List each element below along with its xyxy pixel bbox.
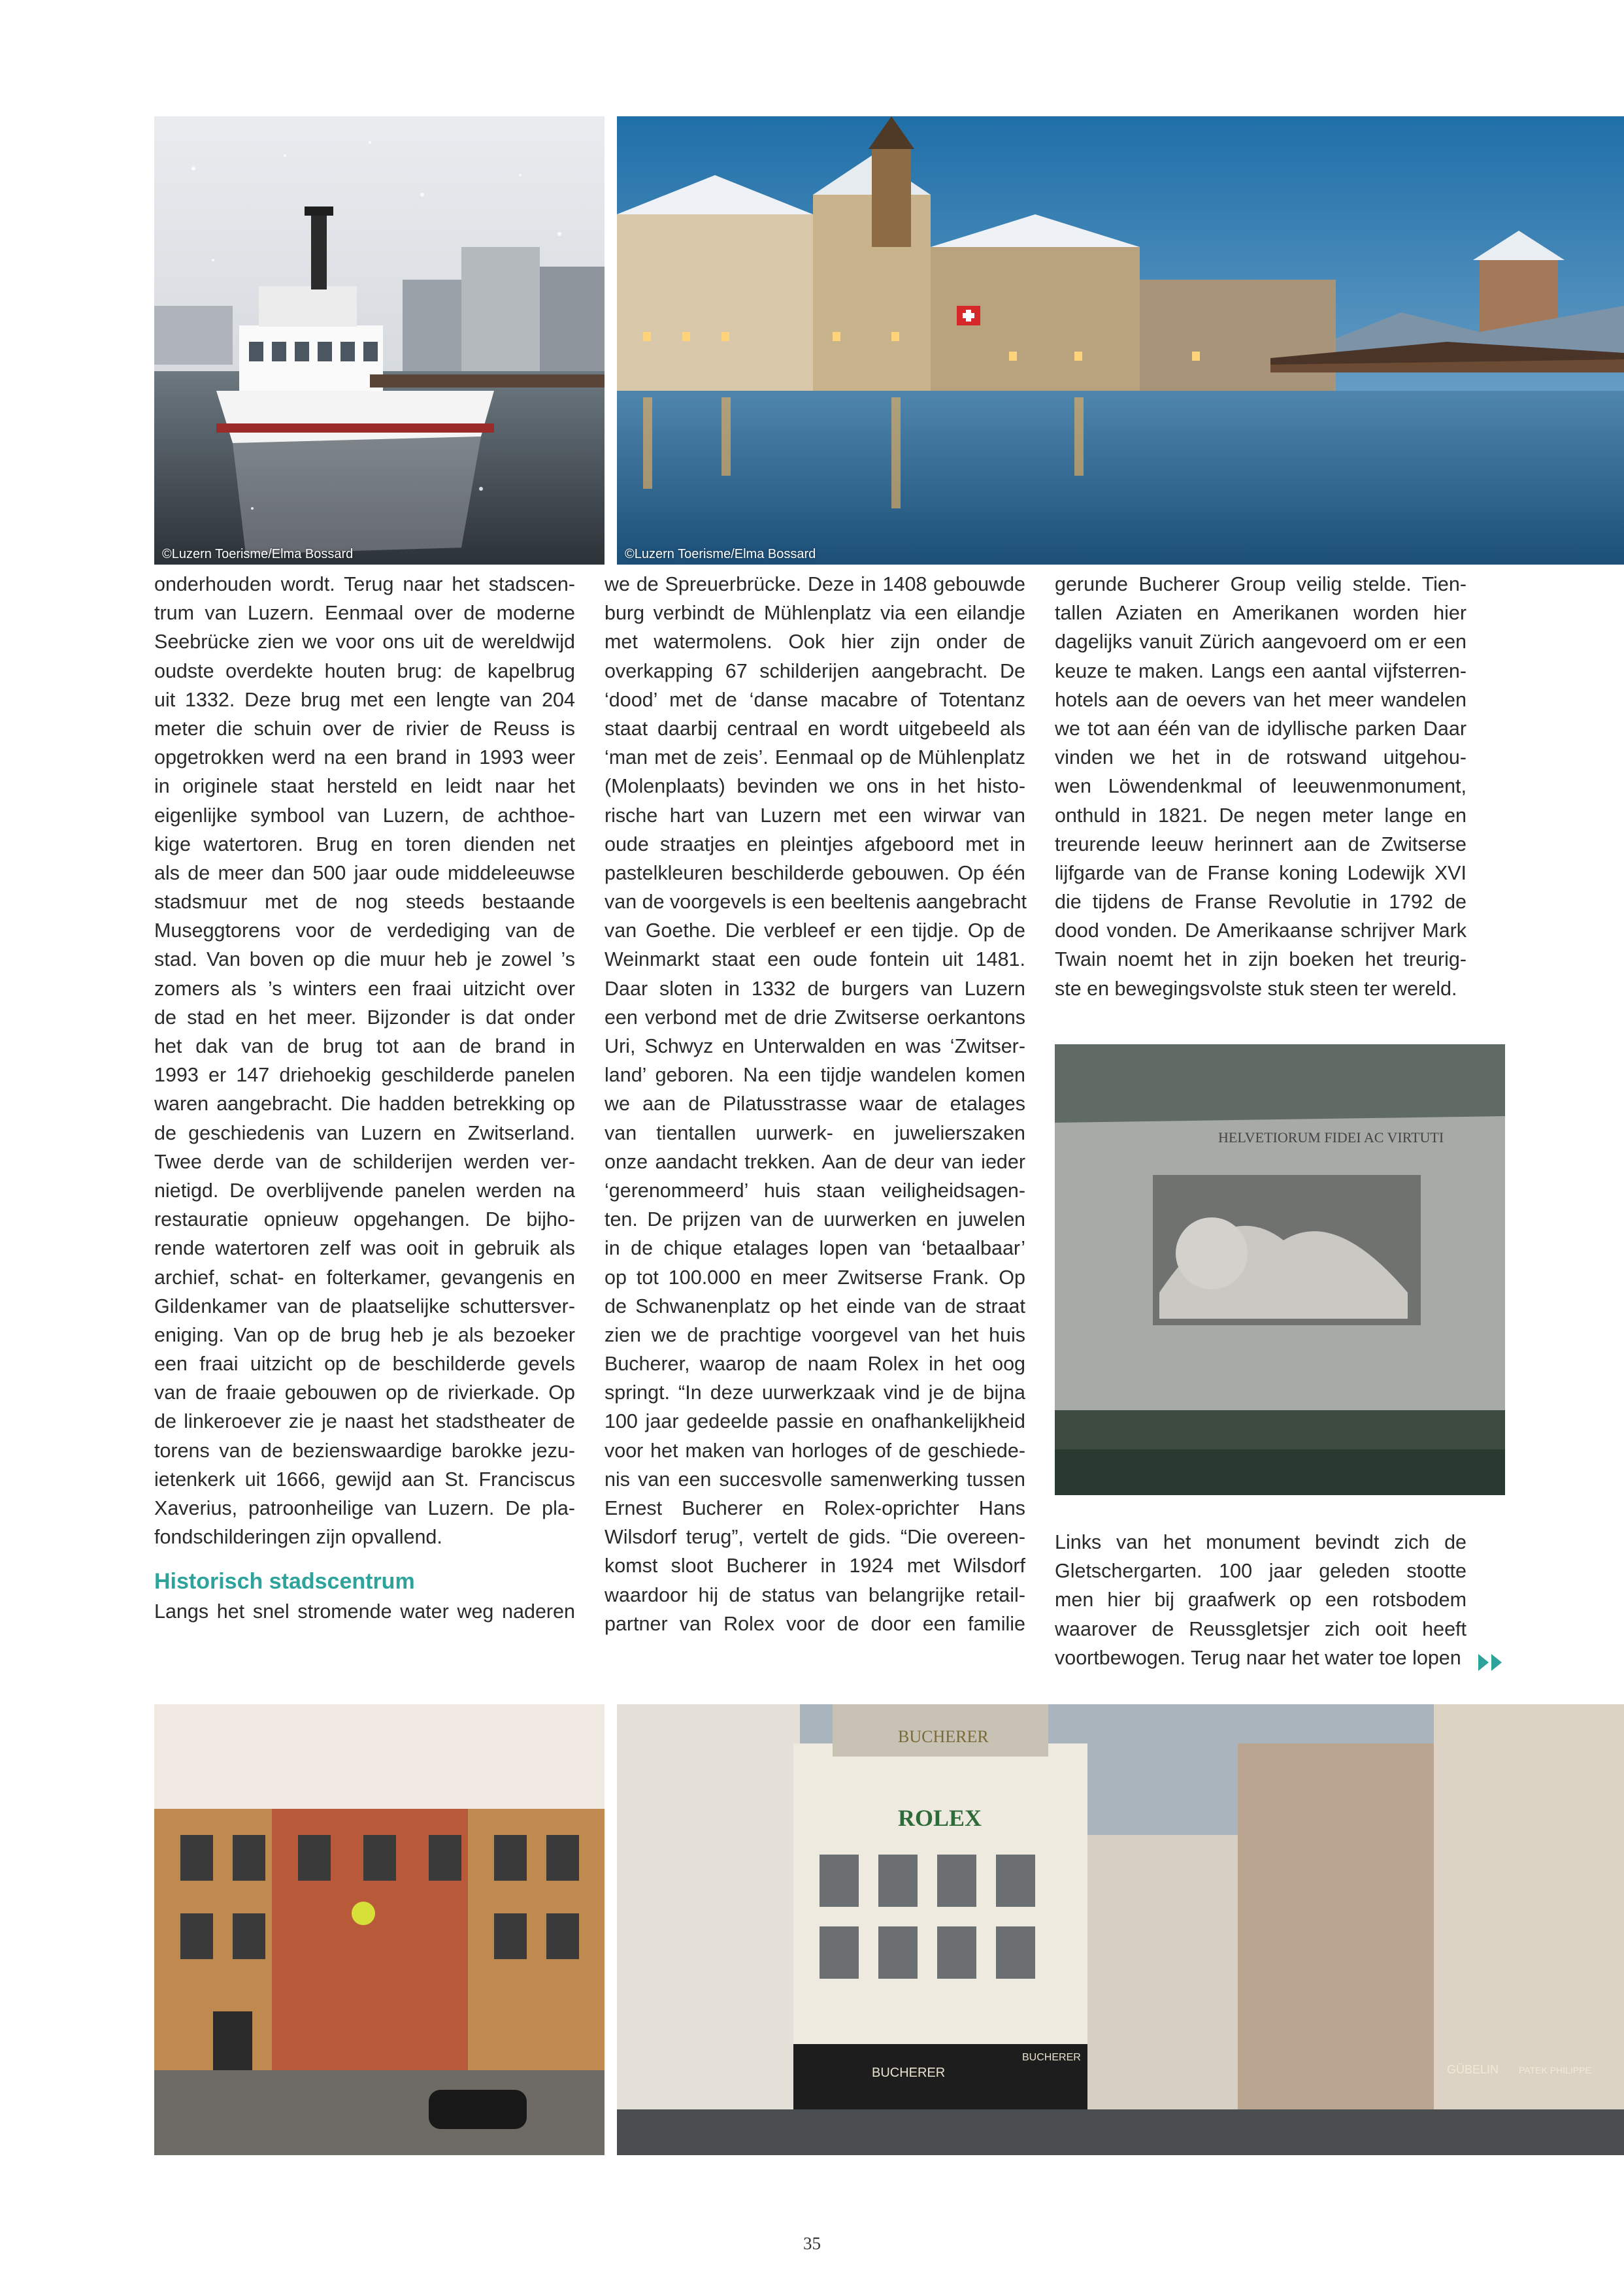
text-line: Twain noemt het in zijn boeken het treurig- [1055, 948, 1467, 971]
text-line: als de meer dan 500 jaar oude middeleeuwse [154, 861, 575, 884]
text-line: tallen Aziaten en Amerikanen worden hier [1055, 602, 1467, 625]
text-line: Uri, Schwyz en Unterwalden en was ‘Zwitser- [605, 1035, 1025, 1057]
continue-arrow-icon [1478, 1653, 1504, 1672]
text-line: in originele staat hersteld en leidt naar het [154, 775, 575, 798]
text-line: rische hart van Luzern met een wirwar van [605, 804, 1025, 827]
text-line: een verbond met de drie Zwitserse oerkantons [605, 1006, 1025, 1029]
text-line: opgetrokken werd na een brand in 1993 weer [154, 746, 575, 769]
text-line: restauratie opnieuw opgehangen. De bijho- [154, 1208, 575, 1231]
text-line: in de chique etalages lopen van ‘betaalbaar’ [605, 1237, 1025, 1260]
text-line: 1993 er 147 driehoekig geschilderde panelen [154, 1064, 575, 1087]
text-line: we aan de Pilatusstrasse waar de etalages [605, 1093, 1025, 1115]
text-column-2 [605, 570, 1025, 1638]
text-line: waardoor hij de status van belangrijke retail- [605, 1583, 1025, 1606]
text-line: van de fraaie gebouwen op de rivierkade. Op [154, 1381, 575, 1404]
photo-chapel-bridge-dusk [617, 116, 1624, 565]
text-line: een fraai uitzicht op de beschilderde gevels [154, 1353, 575, 1376]
text-line: Museggtorens voor de verdediging van de [154, 919, 575, 942]
text-line: ‘dood’ met de ‘danse macabre of Totentanz [605, 688, 1025, 711]
text-line: nietigd. De overblijvende panelen werden na [154, 1179, 575, 1202]
text-line: Seebrücke zien we voor ons uit de wereldwijd [154, 631, 575, 653]
text-line: onthuld in 1821. De negen meter lange en [1055, 804, 1467, 827]
photo-credit: ©Luzern Toerisme/Elma Bossard [625, 547, 816, 561]
sign-bucherer-top: BUCHERER [898, 1727, 989, 1746]
text-line: eigenlijke symbool van Luzern, de achthoe- [154, 804, 575, 827]
photo-bucherer-rolex [617, 1704, 1624, 2155]
text-line: van de voorgevels is een beeltenis aangebracht [605, 891, 1027, 914]
text-line: van Goethe. Die verbleef er een tijdje. Op de [605, 919, 1025, 942]
text-line: die tijdens de Franse Revolutie in 1792 de [1055, 891, 1467, 914]
text-line: op tot 100.000 en meer Zwitserse Frank. Op [605, 1266, 1025, 1289]
photo-lion-monument [1055, 1044, 1505, 1495]
text-line: Gletschergarten. 100 jaar geleden stootte [1055, 1560, 1467, 1583]
text-line: burg verbindt de Mühlenplatz via een eilandje [605, 602, 1025, 625]
text-line: ‘man met de zeis’. Eenmaal op de Mühlenplatz [605, 746, 1025, 769]
text-line: vinden we het in de rotswand uitgehou- [1055, 746, 1467, 769]
text-line: de Schwanenplatz op het einde van de straat [605, 1295, 1025, 1317]
text-line: wen Löwendenkmal of leeuwenmonument, [1055, 775, 1467, 798]
text-line: onze aandacht trekken. Aan de deur van ieder [605, 1150, 1025, 1173]
text-line: stad. Van boven op die muur heb je zowel ’s [154, 948, 575, 971]
text-line: treurende leeuw herinnert aan de Zwitserse [1055, 833, 1467, 855]
text-line: springt. “In deze uurwerkzaak vind je de bijna [605, 1381, 1025, 1404]
text-line: stadsmuur met de nog steeds bestaande [154, 891, 575, 914]
text-line: pastelkleuren beschilderde gebouwen. Op één [605, 861, 1025, 884]
text-line: van tientallen uurwerk- en juwelierszaken [605, 1121, 1025, 1144]
text-line: hotels aan de oevers van het meer wandelen [1055, 688, 1467, 711]
text-line: Twee derde van de schilderijen werden ver- [154, 1150, 575, 1173]
text-line: komst sloot Bucherer in 1924 met Wilsdorf [605, 1555, 1025, 1577]
sign-gubelin: GÜBELIN [1447, 2063, 1499, 2076]
text-line: Links van het monument bevindt zich de [1055, 1531, 1467, 1553]
photo-painted-facade [154, 1704, 605, 2155]
text-line: gerunde Bucherer Group veilig stelde. Tien- [1055, 573, 1467, 595]
text-line: partner van Rolex voor de door een familie [605, 1612, 1025, 1635]
text-line: voortbewogen. Terug naar het water toe lopen [1055, 1646, 1461, 1669]
sign-rolex: ROLEX [898, 1805, 982, 1831]
photo-steamboat-winter [154, 116, 605, 565]
text-line: met watermolens. Ook hier zijn onder de [605, 631, 1025, 653]
text-line: we de Spreuerbrücke. Deze in 1408 gebouwde [605, 573, 1025, 595]
text-line: Gildenkamer van de plaatselijke schuttersver- [154, 1295, 575, 1317]
text-line: onderhouden wordt. Terug naar het stadscen- [154, 573, 575, 595]
page-number: 35 [803, 2234, 821, 2253]
text-line: men hier bij graafwerk op een rotsbodem [1055, 1589, 1467, 1611]
text-line: waarover de Reussgletsjer zich ooit heeft [1055, 1617, 1467, 1640]
text-line: fondschilderingen zijn opvallend. [154, 1526, 442, 1549]
text-line: staat daarbij centraal en wordt uitgebeeld als [605, 717, 1025, 740]
text-line: ten. De prijzen van de uurwerken en juwelen [605, 1208, 1025, 1231]
text-line: oudste overdekte houten brug: de kapelbrug [154, 659, 575, 682]
text-column-1 [154, 570, 575, 1626]
text-line: archief, schat- en folterkamer, gevangenis en [154, 1266, 575, 1289]
sign-patek-philippe: PATEK PHILIPPE [1519, 2065, 1591, 2075]
text-line: 100 jaar gedeelde passie en onafhankelijkheid [605, 1410, 1025, 1433]
text-line: overkapping 67 schilderijen aangebracht. De [605, 659, 1025, 682]
text-line: meter die schuin over de rivier de Reuss is [154, 717, 575, 740]
text-line: dagelijks vanuit Zürich aangevoerd om er een [1055, 631, 1467, 653]
text-line: nis van een succesvolle samenwerking tussen [605, 1468, 1025, 1491]
text-line: de geschiedenis van Luzern en Zwitserland. [154, 1121, 575, 1144]
text-line: zien we de prachtige voorgevel van het huis [605, 1323, 1025, 1346]
text-line: Ernest Bucherer en Rolex-oprichter Hans [605, 1497, 1025, 1519]
text-line: (Molenplaats) bevinden we ons in het histo- [605, 775, 1025, 798]
text-line: we tot aan één van de idyllische parken Daar [1055, 717, 1467, 740]
text-line: waren aangebracht. Die hadden betrekking op [154, 1093, 575, 1115]
text-line: zomers als ’s winters een fraai uitzicht over [154, 977, 575, 1000]
text-line: Daar sloten in 1332 de burgers van Luzern [605, 977, 1025, 1000]
sign-bucherer-shop: BUCHERER [872, 2066, 946, 2080]
section-heading: Historisch stadscentrum [154, 1569, 415, 1594]
text-line: torens van de bezienswaardige barokke jezu- [154, 1439, 575, 1462]
text-line: Bucherer, waarop de naam Rolex in het oog [605, 1353, 1025, 1376]
text-line: rende watertoren zelf was ooit in gebruik als [154, 1237, 575, 1260]
text-line: ‘gerenommeerd’ huis staan veiligheidsagen- [605, 1179, 1025, 1202]
text-line: oude straatjes en pleintjes afgeboord met in [605, 833, 1025, 855]
text-line: dood vonden. De Amerikaanse schrijver Mark [1055, 919, 1467, 942]
photo-credit: ©Luzern Toerisme/Elma Bossard [162, 547, 354, 561]
text-line: ietenkerk uit 1666, gewijd aan St. Franciscus [154, 1468, 575, 1491]
text-line: uit 1332. Deze brug met een lengte van 204 [154, 688, 575, 711]
text-line: kige watertoren. Brug en toren dienden net [154, 833, 575, 855]
text-line: Xaverius, patroonheilige van Luzern. De pla- [154, 1497, 575, 1519]
text-line: keuze te maken. Langs een aantal vijfsterren- [1055, 659, 1467, 682]
text-line: trum van Luzern. Eenmaal over de moderne [154, 602, 575, 625]
text-column-3 [1055, 570, 1467, 1003]
lion-inscription: HELVETIORUM FIDEI AC VIRTUTI [1218, 1129, 1444, 1146]
text-line: de linkeroever zie je naast het stadstheater de [154, 1410, 575, 1433]
text-line: lijfgarde van de Franse koning Lodewijk XVI [1055, 861, 1467, 884]
text-line: Wilsdorf terug”, vertelt de gids. “Die overeen- [605, 1526, 1025, 1549]
text-line: de stad en het meer. Bijzonder is dat onder [154, 1006, 575, 1029]
text-column-3-continued [1055, 1528, 1467, 1672]
text-line: Langs het snel stromende water weg naderen [154, 1600, 575, 1623]
text-line: land’ geboren. Na een tijdje wandelen komen [605, 1064, 1025, 1087]
text-line: ste en bewegingsvolste stuk steen ter wereld. [1055, 977, 1457, 1000]
sign-bucherer-corner: BUCHERER [1022, 2052, 1081, 2063]
text-line: voor het maken van horloges of de geschiede- [605, 1439, 1025, 1462]
text-line: Weinmarkt staat een oude fontein uit 1481. [605, 948, 1025, 971]
text-line: eniging. Van op de brug heb je als bezoeker [154, 1323, 575, 1346]
text-line: het dak van de brug tot aan de brand in [154, 1035, 575, 1057]
